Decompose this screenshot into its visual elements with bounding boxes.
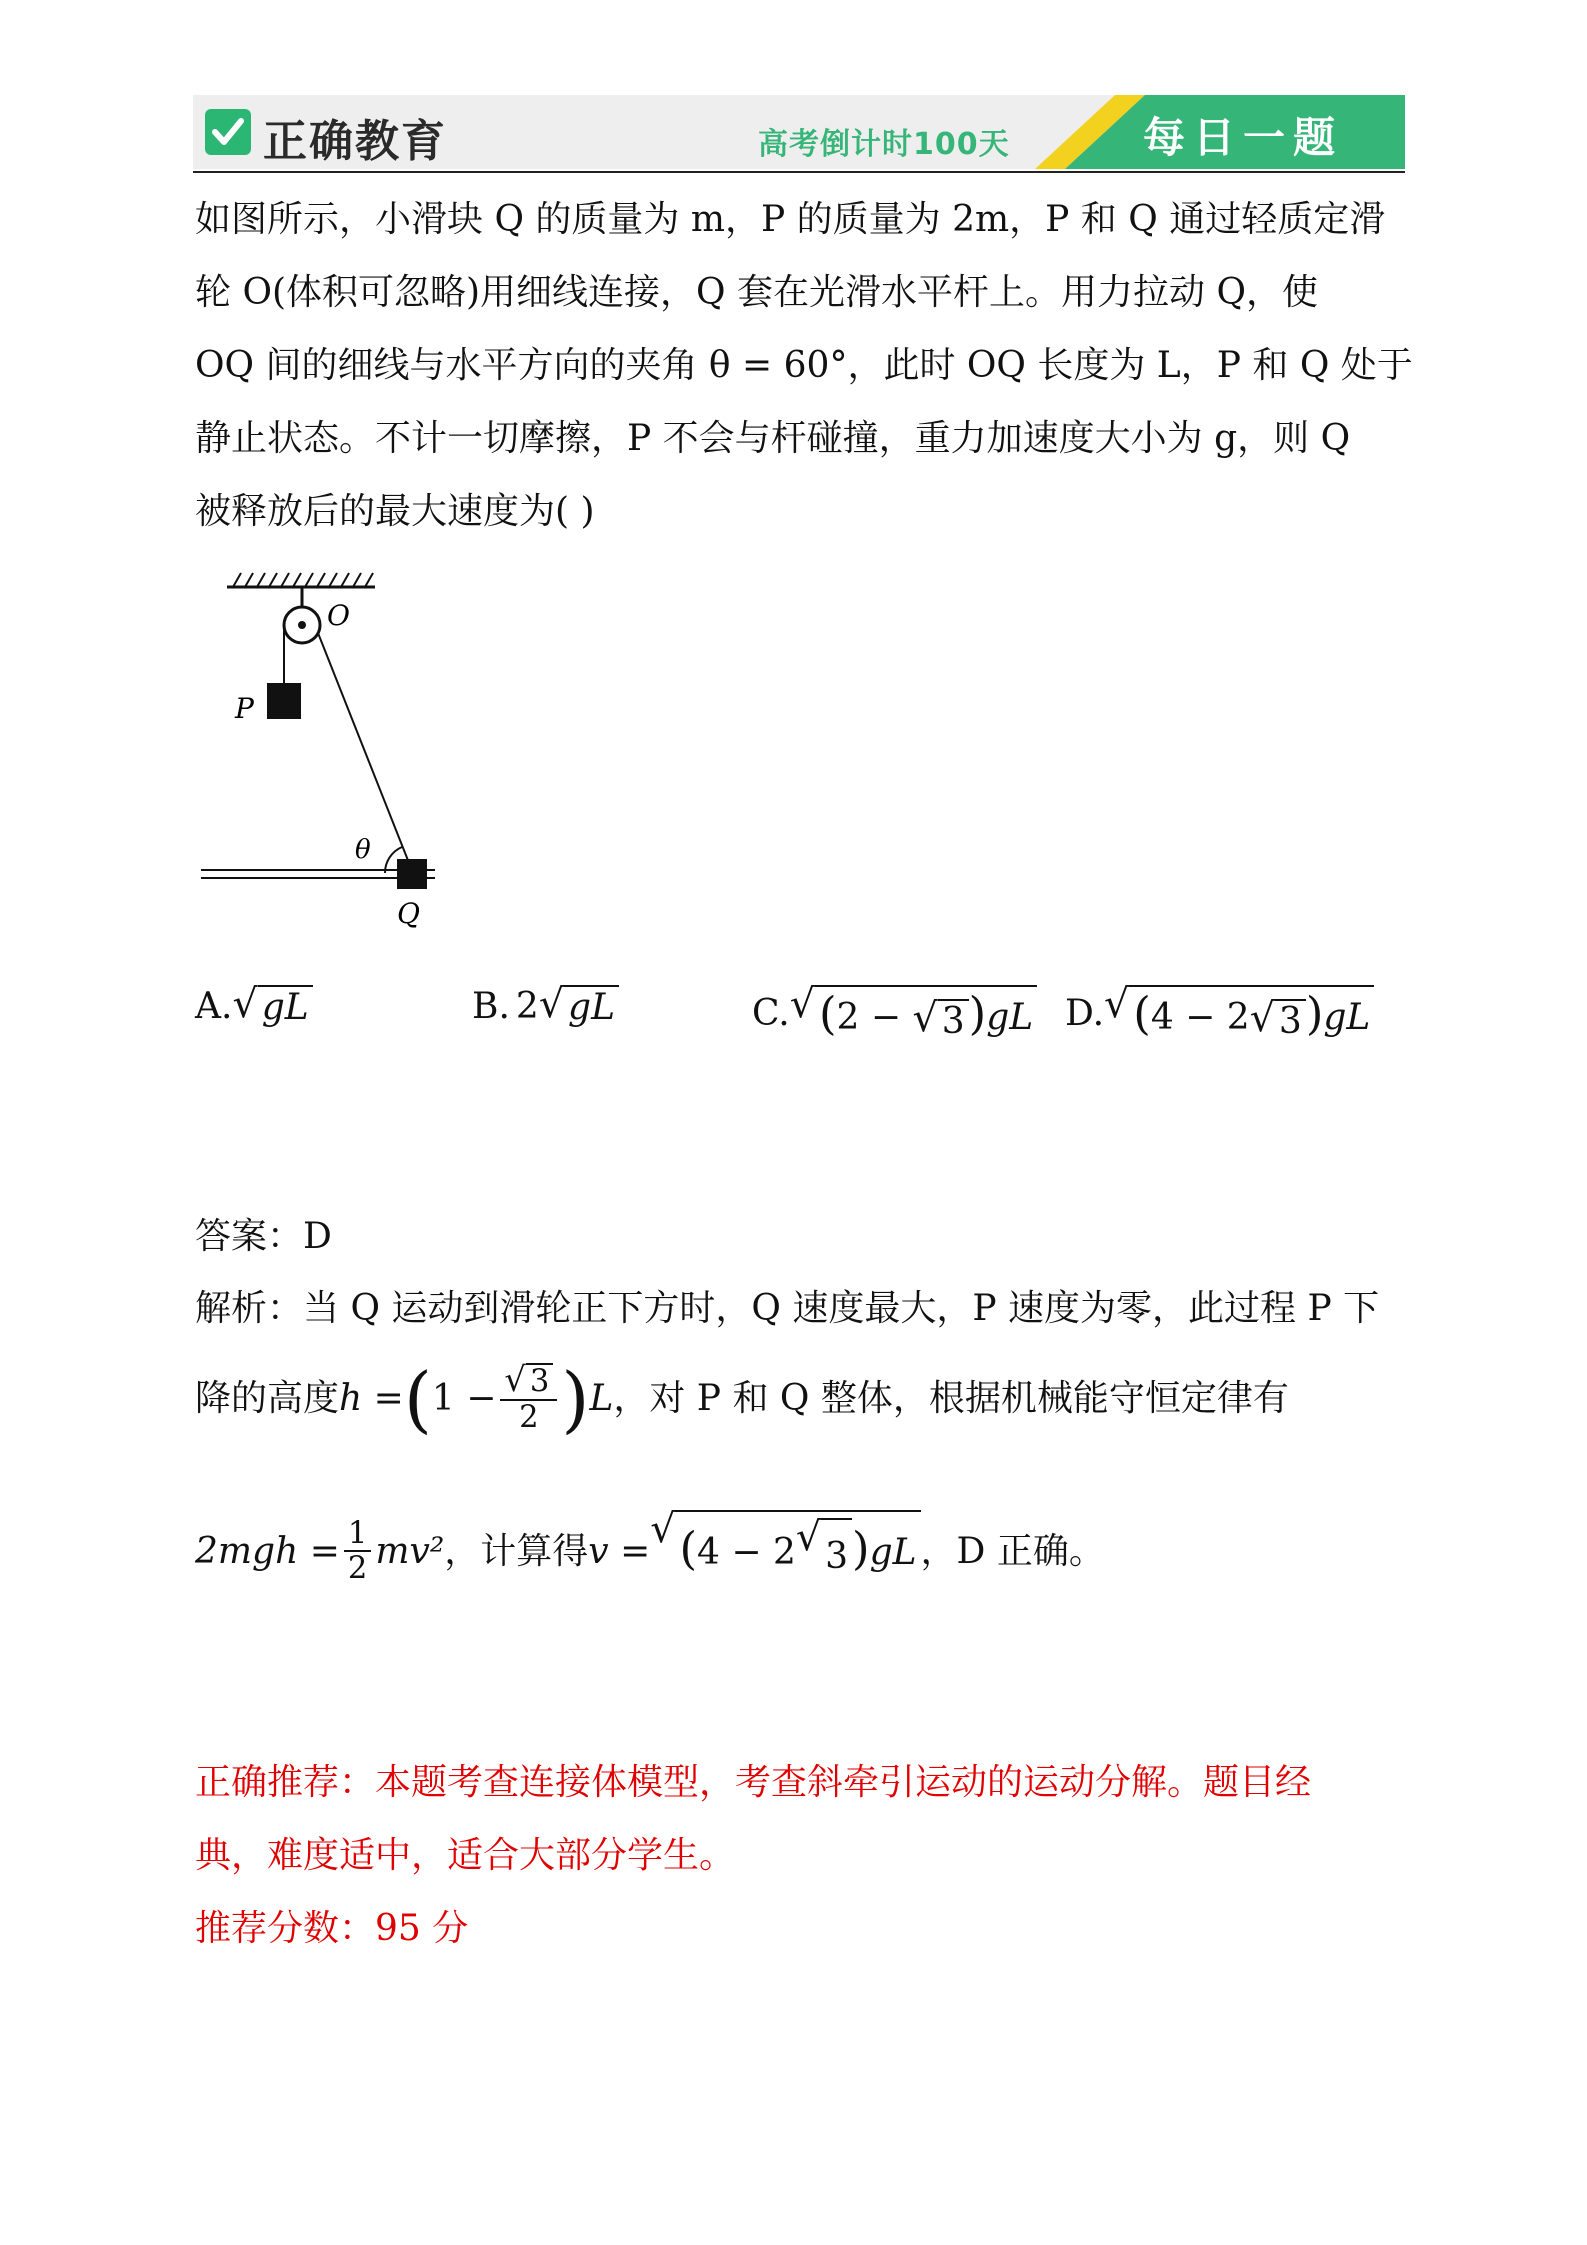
label-P: P — [235, 692, 254, 725]
option-D[interactable] — [1065, 981, 1374, 1042]
question-line-1: 如图所示，小滑块 Q 的质量为 m，P 的质量为 2m，P 和 Q 通过轻质定滑 — [195, 199, 1386, 240]
option-A-letter: A. — [195, 986, 233, 1027]
option-C[interactable] — [752, 981, 1037, 1042]
block-Q — [397, 859, 427, 889]
daily-question-label: 每日一题 — [1142, 113, 1343, 162]
pulley-diagram — [195, 565, 455, 945]
header-banner — [193, 95, 1405, 175]
banner-underline — [193, 171, 1405, 173]
block-P — [267, 683, 301, 719]
option-C-sqrt: √ (2 − √ 3 )gL — [790, 985, 1037, 1042]
analysis-line-2: 降的高度 h = ( 1 − √ 3 2 ) L ，对 P 和 Q 整体，根据机械能守恒定律有 — [195, 1356, 1289, 1441]
option-D-sqrt: √ (4 − 2 √ 3 )gL — [1104, 985, 1374, 1042]
recommend-score: 推荐分数：95 分 — [195, 1908, 469, 1949]
ceiling-hatch — [233, 573, 373, 587]
option-A-sqrt: √ gL — [232, 985, 312, 1028]
countdown-text: 高考倒计时100天 — [758, 127, 1010, 162]
question-line-3: OQ 间的细线与水平方向的夹角 θ = 60°，此时 OQ 长度为 L，P 和 Q 处于 — [195, 345, 1413, 386]
option-D-letter: D. — [1065, 992, 1105, 1034]
pulley-axle — [298, 621, 306, 629]
label-Q: Q — [397, 897, 420, 930]
checkmark-icon — [205, 109, 251, 155]
question-line-4: 静止状态。不计一切摩擦，P 不会与杆碰撞，重力加速度大小为 g，则 Q — [195, 418, 1351, 459]
recommend-line-1: 正确推荐：本题考查连接体模型，考查斜牵引运动的运动分解。题目经 — [195, 1762, 1312, 1803]
option-A[interactable] — [195, 981, 313, 1028]
question-line-5: 被释放后的最大速度为( ) — [195, 491, 595, 532]
analysis-line-3: 2mgh = $\frac{1}{2}$ mv² ，计算得 v = √ (4 − 2 √ 3 )gL ，D 正确。 — [195, 1510, 1415, 1593]
option-B-sqrt: √ gL — [539, 985, 619, 1028]
option-B-letter: B. — [472, 986, 510, 1027]
option-C-letter: C. — [752, 992, 790, 1034]
label-O: O — [327, 599, 350, 632]
question-text — [195, 183, 1415, 548]
question-line-2: 轮 O(体积可忽略)用细线连接，Q 套在光滑水平杆上。用力拉动 Q，使 — [195, 272, 1318, 313]
brand-title: 正确教育 — [263, 116, 447, 167]
label-theta: θ — [355, 835, 371, 865]
analysis-line-1: 解析：当 Q 运动到滑轮正下方时，Q 速度最大，P 速度为零，此过程 P 下 — [195, 1288, 1380, 1329]
option-B-coeff: 2 — [515, 986, 539, 1027]
option-B[interactable] — [472, 981, 619, 1028]
recommend-line-2: 典，难度适中，适合大部分学生。 — [195, 1835, 736, 1876]
answer-label: 答案：D — [195, 1216, 332, 1257]
